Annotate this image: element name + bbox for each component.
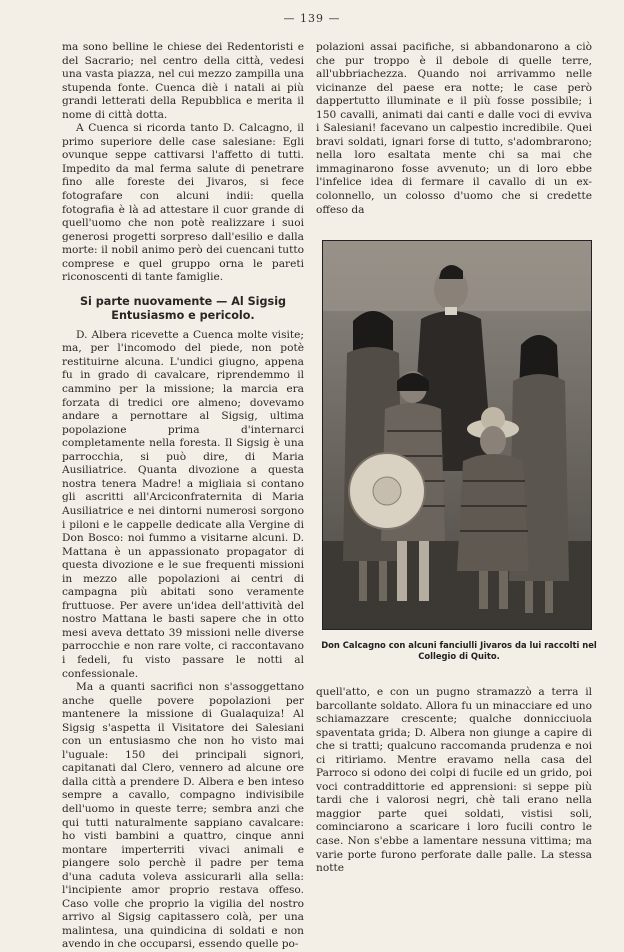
right-column-bottom (316, 686, 592, 876)
photograph-illustration (323, 241, 591, 629)
paragraph: polazioni assai pacifiche, si abbandonarono a ciò che pur troppo è il debole di quelle terre, all'ubbriachezza. Quando noi arrivammo nelle vicinanze del paese era notte; le case però dappertutto illuminate e il più fosse possibile; i 150 cavalli, animati dai canti e dalle voci di evviva i Salesiani! facevano un calpestio incredibile. Quei bravi soldati, ignari forse di tutto, s'adombrarono; nella loro esaltata mente chi sa mai che immaginarono fosse avvenuto; un di loro ebbe l'infelice idea di fermare il cavallo di un ex-colonnello, un colosso d'uomo che si credette offeso da (316, 41, 592, 216)
paragraph: quell'atto, e con un pugno stramazzò a terra il barcollante soldato. Allora fu un minacciare ed uno schiamazzare crescente; qualche donnicciuola spaventata grida; D. Albera non giunge a capire di che si tratti; qualcuno raccomanda prudenza e noi ci ritiriamo. Mentre eravamo nella casa del Parroco si odono dei colpi di fucile ed un grido, poi voci contraddittorie ed apprensioni: si seppe più tardi che i valorosi negri, chè tali erano nella maggior parte quei soldati, vistisi soli, cominciarono a scaricare i loro fucili contro le case. Non s'ebbe a lamentare nessuna vittima; ma varie porte furono perforate dalle palle. La stessa notte (316, 686, 592, 875)
left-column (62, 41, 304, 952)
right-column-top (316, 41, 592, 217)
paragraph: ma sono belline le chiese dei Redentoristi e del Sacrario; nel centro della città, vedesi una vasta piazza, nel cui mezzo zampilla una stupenda fonte. Cuenca diè i natali ai più grandi letterati della Repubblica e merita il nome di città dotta. (62, 41, 304, 121)
paragraph: Ma a quanti sacrifici non s'assoggettano anche quelle povere popolazioni per mantenere la missione di Gualaquiza! Al Sigsig s'aspetta il Visitatore dei Salesiani con un entusiasmo che non ho visto mai l'uguale: 150 dei principali signori, capitanati dal Clero, vennero ad alcune ore dalla città a prendere D. Albera e ben inteso sempre a cavallo, compagno indivisibile dell'uomo in queste terre; sembra anzi che qui tutti naturalmente sappiano cavalcare: ho visti bambini a quattro, cinque anni montare imperterriti vivaci animali e piangere solo perchè il padre per tema d'una caduta voleva assicurarli alla sella: l'incipiente amor proprio restava offeso. Caso volle che proprio la vigilia del nostro arrivo al Sigsig capitassero colà, per una malintesa, una quindicina di soldati e non avendo in che occuparsi, essendo quelle po- (62, 681, 304, 951)
section-title: Si parte nuovamente — Al Sigsig Entusiasmo e pericolo. (79, 294, 287, 322)
photo-caption: Don Calcagno con alcuni fanciulli Jivaros da lui raccolti nel Collegio di Quito. (321, 640, 597, 661)
paragraph: D. Albera ricevette a Cuenca molte visite; ma, per l'incomodo del piede, non potè restituirne alcuna. L'undici giugno, appena fu in grado di cavalcare, riprendemmo il cammino per la missione; la marcia era forzata di tredici ore almeno; dovevamo andare a pernottare al Sigsig, ultima popolazione prima d'internarci completamente nella foresta. Il Sigsig è una parrocchia, si può dire, di Maria Ausiliatrice. Quanta divozione a questa nostra tenera Madre! a migliaia si contano gli ascritti all'Arciconfraternita di Maria Ausiliatrice e nei dintorni numerosi sorgono i piloni e le cappelle dedicate alla Vergine di Don Bosco: noi fummo a visitarne alcuni. D. Mattana è un appassionato propagator di questa divozione e le sue frequenti missioni in mezzo alle popolazioni ai centri di campagna più abitati sono veramente fruttuose. Per avere un'idea dell'attività del nostro Mattana le basti sapere che in otto mesi aveva dettato 39 missioni nelle diverse parrocchie e non rare volte, ci raccontavano i fedeli, fu visto passare le notti al confessionale. (62, 328, 304, 680)
group-photograph (322, 240, 592, 630)
paragraph: A Cuenca si ricorda tanto D. Calcagno, il primo superiore delle case salesiane: Egli ovunque seppe cattivarsi l'affetto di tutti. Impedito da mal ferma salute di penetrare fino alle foreste dei Jivaros, si fece fotografare con alcuni indii: quella fotografia è là ad attestare il cuor grande di quell'uomo che non potè realizzare i suoi generosi progetti sorpreso dall'esilio e dalla morte: il nobil animo però dei cuencani tutto comprese e quel gruppo orna le pareti riconoscenti di tante famiglie. (62, 122, 304, 284)
page-number: — 139 — (283, 12, 341, 25)
